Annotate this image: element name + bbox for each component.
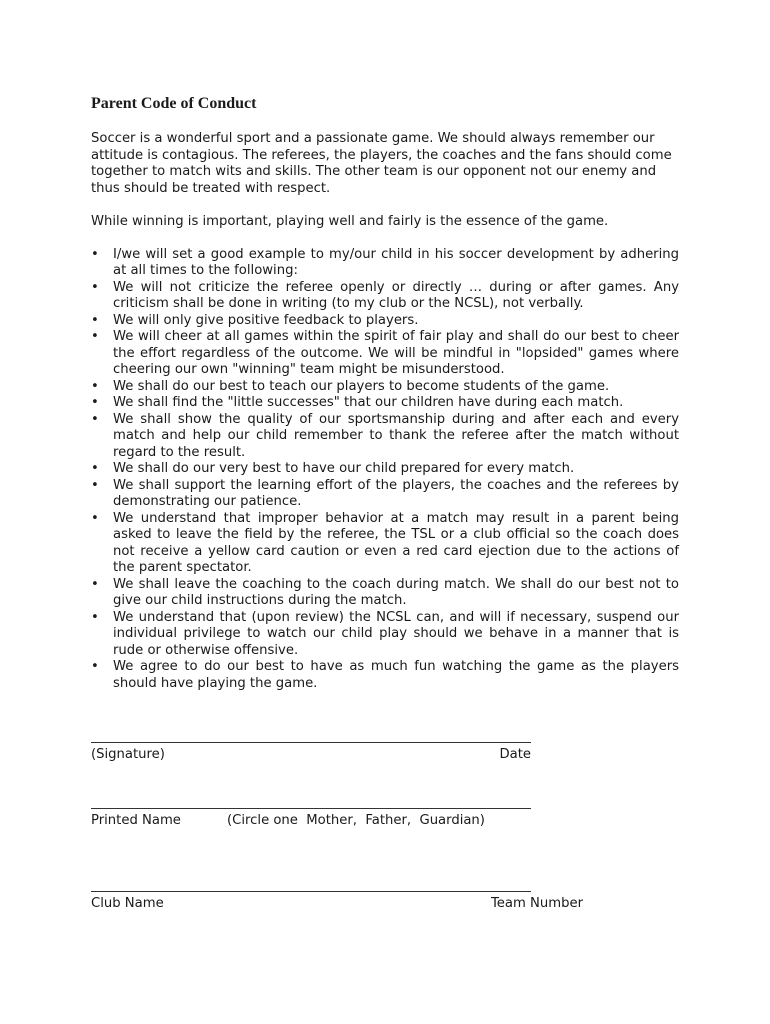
rule-text: We agree to do our best to have as much fun watching the game as the players should have playing the game. [113, 659, 679, 691]
club-name-label: Club Name [91, 896, 164, 911]
rule-item [91, 478, 679, 511]
rule-text: We shall show the quality of our sportsmanship during and after each and every match and help our child remember to thank the referee after the match without regard to the result. [113, 411, 679, 460]
rule-item [91, 379, 679, 396]
team-number-label: Team Number [491, 896, 584, 911]
signature-label: (Signature) [91, 747, 165, 762]
printed-name-line[interactable] [91, 808, 531, 809]
rule-text: We will only give positive feedback to players. [113, 312, 419, 328]
rule-item [91, 511, 679, 577]
rule-item [91, 280, 679, 313]
bullet-icon: • [91, 329, 99, 344]
bullet-icon: • [91, 395, 99, 410]
printed-name-label: Printed Name [91, 813, 181, 828]
rules-list [91, 247, 679, 693]
printed-name-block [91, 808, 531, 829]
rule-text: We shall support the learning effort of the players, the coaches and the referees by demonstrating our patience. [113, 477, 679, 509]
bullet-icon: • [91, 378, 99, 394]
rule-item [91, 461, 679, 478]
rule-text: We will not criticize the referee openly or directly … during or after games. Any criticism shall be done in writing (to my club or the NCSL), not verbally. [113, 279, 679, 311]
rule-text: We understand that improper behavior at a match may result in a parent being asked to leave the field by the referee, the TSL or a club official so the coach does not receive a yellow card caution or even a red card ejection due to the actions of the parent spectator. [113, 510, 679, 575]
intro-paragraph: Soccer is a wonderful sport and a passionate game. We should always remember our attitude is contagious. The referees, the players, the coaches and the fans should come together to match wits and skills. The other team is our opponent not our enemy and thus should be treated with respect. [91, 131, 672, 196]
signature-block [91, 742, 531, 763]
rule-item [91, 395, 679, 412]
rule-item [91, 610, 679, 660]
bullet-icon: • [91, 279, 99, 295]
rule-text: We shall do our best to teach our players to become students of the game. [113, 378, 610, 394]
bullet-icon: • [91, 477, 99, 493]
bullet-icon: • [91, 510, 99, 526]
rule-text: We shall find the "little successes" that our children have during each match. [113, 395, 624, 410]
bullet-icon: • [91, 659, 99, 674]
bullet-icon: • [91, 246, 99, 262]
rule-item [91, 313, 679, 330]
relationship-label: (Circle one Mother, Father, Guardian) [227, 813, 485, 828]
document-body [91, 94, 679, 692]
rule-text: We understand that (upon review) the NCSL can, and will if necessary, suspend our individual privilege to watch our child play should we behave in a manner that is rude or otherwise offensive. [113, 609, 679, 658]
rule-item [91, 329, 679, 379]
rule-text: We will cheer at all games within the spirit of fair play and shall do our best to cheer the effort regardless of the outcome. We will be mindful in "lopsided" games where cheering our own "winning" team might be misunderstood. [113, 329, 679, 377]
bullet-icon: • [91, 411, 99, 427]
bullet-icon: • [91, 312, 99, 328]
winning-paragraph: While winning is important, playing well and fairly is the essence of the game. [91, 213, 609, 229]
rule-text: We shall do our very best to have our child prepared for every match. [113, 461, 575, 476]
rule-item [91, 247, 679, 280]
club-name-block [91, 891, 584, 912]
document-title: Parent Code of Conduct [91, 95, 257, 112]
signature-line[interactable] [91, 742, 531, 743]
rule-item [91, 659, 679, 692]
bullet-icon: • [91, 576, 99, 592]
rule-text: I/we will set a good example to my/our child in his soccer development by adhering at all times to the following: [113, 246, 679, 278]
club-name-line[interactable] [91, 891, 531, 892]
rule-text: We shall leave the coaching to the coach during match. We shall do our best not to give our child instructions during the match. [113, 576, 679, 608]
rule-item [91, 412, 679, 462]
bullet-icon: • [91, 609, 99, 625]
bullet-icon: • [91, 461, 99, 476]
rule-item [91, 577, 679, 610]
date-label: Date [499, 747, 531, 762]
